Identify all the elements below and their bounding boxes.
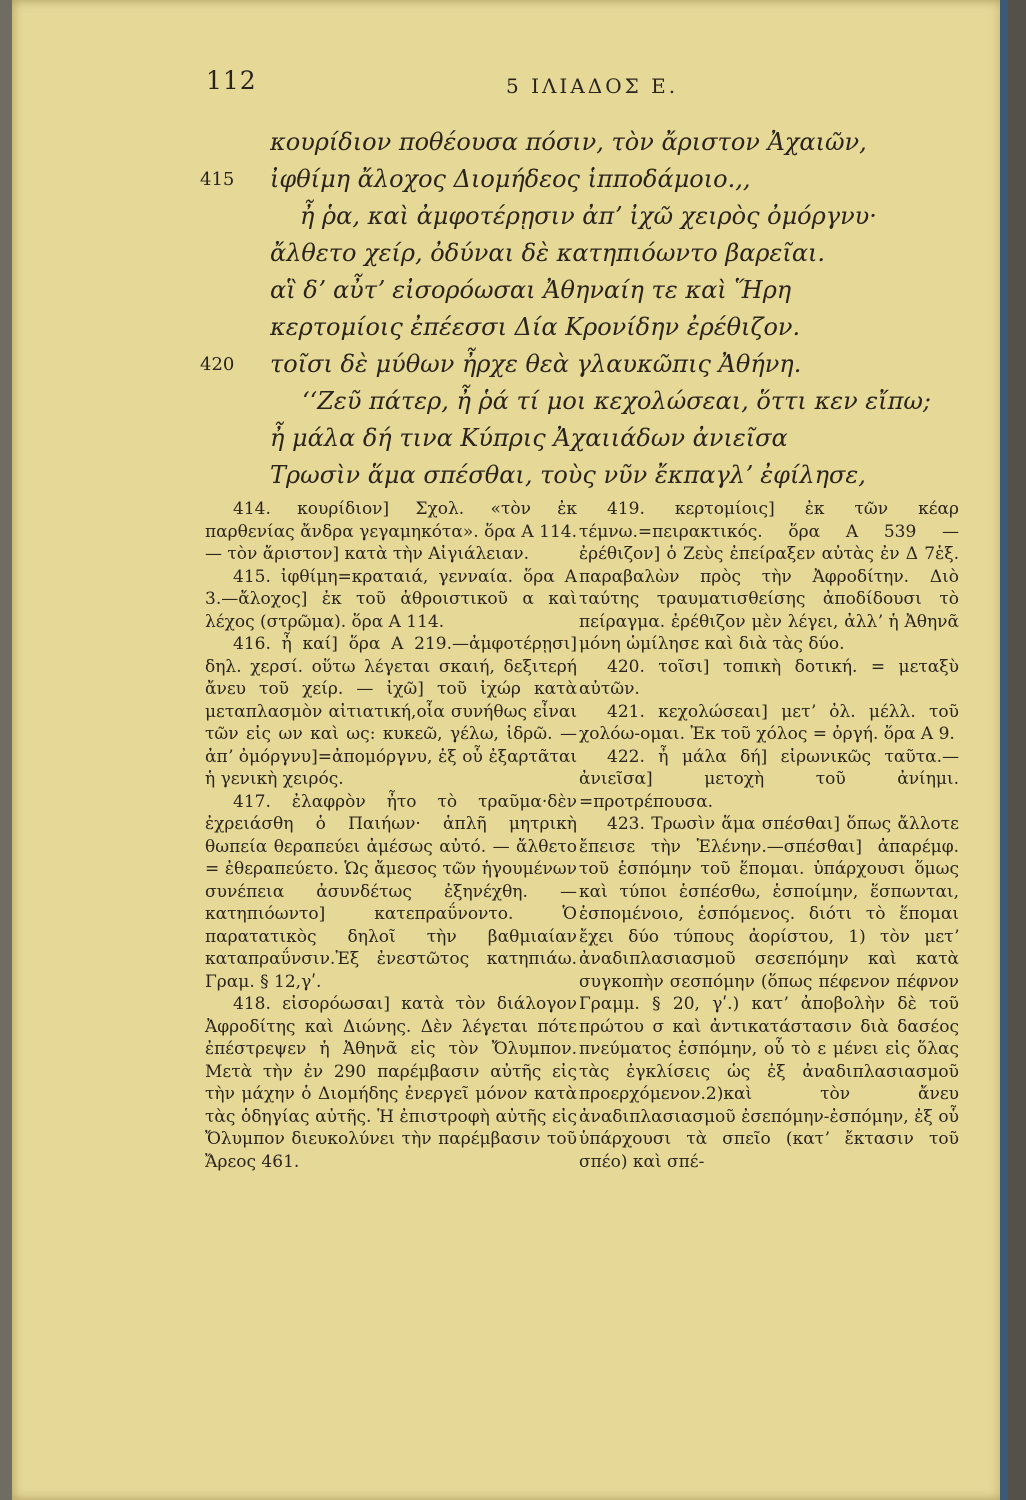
commentary-note: 416. ἦ καί] ὅρα Α 219.—ἀμφοτέρῃσι] δηλ. χερσί. οὕτω λέγεται σκαιή, δεξιτερή ἄνευ τοῦ χείρ. — ἰχῶ] τοῦ ἰχώρ κατὰ μεταπλασμὸν αἰτιατική,οἷα συνήθως εἶναι τῶν εἰς ων καὶ ως: κυκεῶ, γέλω, ἱδρῶ. — ἀπʼ ὀμόργνυ]=ἀπομόργνυ, ἐξ οὗ ἐξαρτᾶται ἡ γενικὴ χειρός. bbox=[205, 634, 577, 789]
commentary-note: 417. ἐλαφρὸν ἦτο τὸ τραῦμα·δὲν ἐχρειάσθη ὁ Παιήων· ἁπλῆ μητρικὴ θωπεία θεραπεύει ἀμέσως αὐτό. — ἄλθετο = ἐθεραπεύετο. Ὡς ἄμεσος τῶν ἡγουμένων συνέπεια ἀσυνδέτως ἐξηνέχθη. —κατηπιόωντο] κατεπραΰνοντο. Ὁ παρατατικὸς δηλοῖ τὴν βαθμιαίαν καταπραΰνσιν.Ἐξ ἐνεστῶτος κατηπιάω. Γραμ. § 12,γʹ. bbox=[205, 791, 577, 992]
verse-line bbox=[12, 165, 1006, 202]
verse-line bbox=[12, 202, 1006, 239]
verse-text: Τρωσὶν ἅμα σπέσθαι, τοὺς νῦν ἔκπαγλʼ ἐφίλησε, bbox=[270, 461, 866, 489]
running-head bbox=[12, 66, 1006, 106]
verse-text: ‘‘Ζεῦ πάτερ, ἦ ῥά τί μοι κεχολώσεαι, ὅττι κεν εἴπω; bbox=[302, 387, 932, 415]
commentary-note: 421. κεχολώσεαι] μετʼ ὀλ. μέλλ. τοῦ χολόω-ομαι. Ἐκ τοῦ χόλος = ὀργή. ὅρα Α 9. bbox=[579, 701, 959, 744]
commentary-note: 420. τοῖσι] τοπικὴ δοτική. = μεταξὺ αὐτῶν. bbox=[579, 656, 959, 699]
verse-line bbox=[12, 239, 1006, 276]
commentary-right-column bbox=[579, 498, 959, 1173]
commentary-note: 414. κουρίδιον] Σχολ. «τὸν ἐκ παρθενίας ἄνδρα γεγαμηκότα». ὅρα Α 114. — τὸν ἄριστον] κατὰ τὴν Αἰγιάλειαν. bbox=[205, 499, 577, 564]
verse-text: ἰφθίμη ἄλοχος Διομήδεος ἱπποδάμοιο.,, bbox=[270, 165, 751, 193]
book-binding-edge bbox=[1000, 0, 1008, 1500]
verse-line bbox=[12, 387, 1006, 424]
verse-line bbox=[12, 461, 1006, 498]
commentary-note: 415. ἰφθίμη=κραταιά, γενναία. ὅρα Α 3.—ἄλοχος] ἐκ τοῦ ἀθροιστικοῦ α καὶ λέχος (στρῶμα). ὅρα Α 114. bbox=[205, 566, 577, 632]
verse-text: ἦ μάλα δή τινα Κύπρις Ἀχαιιάδων ἀνιεῖσα bbox=[270, 424, 788, 452]
commentary-left-column bbox=[205, 498, 577, 1173]
verse-line bbox=[12, 424, 1006, 461]
verse-text: αἳ δʼ αὖτʼ εἰσορόωσαι Ἀθηναίη τε καὶ Ἥρη bbox=[270, 276, 792, 304]
page-gutter-shadow bbox=[1008, 0, 1026, 1500]
commentary-note: 419. κερτομίοις] ἐκ τῶν κέαρ τέμνω.=πειρακτικός. ὅρα Α 539 — ἐρέθιζον] ὁ Ζεὺς ἐπείραξεν αὐτὰς ἐν Δ 7ἑξ. παραβαλὼν πρὸς τὴν Ἀφροδίτην. Διὸ ταύτης τραυματισθείσης ἀποδίδουσι τὸ πείραγμα. ἐρέθιζον μὲν λέγει, ἀλλʼ ἡ Ἀθηνᾶ μόνη ὡμίλησε καὶ διὰ τὰς δύο. bbox=[579, 499, 959, 654]
verse-text: κερτομίοις ἐπέεσσι Δία Κρονίδην ἐρέθιζον. bbox=[270, 313, 801, 341]
header-title: 5 ΙΛΙΑΔΟΣ Ε. bbox=[506, 74, 679, 98]
verse-number: 420 bbox=[200, 354, 235, 375]
commentary-note: 418. εἰσορόωσαι] κατὰ τὸν διάλογον Ἀφροδίτης καὶ Διώνης. Δὲν λέγεται πότε ἐπέστρεψεν ἡ Ἀθηνᾶ εἰς τὸν Ὄλυμπον. Μετὰ τὴν ἐν 290 παρέμβασιν αὐτῆς εἰς τὴν μάχην ὁ Διομήδης ἐνεργεῖ μόνον κατὰ τὰς ὁδηγίας αὐτῆς. Ἡ ἐπιστροφὴ αὐτῆς εἰς Ὄλυμπον διευκολύνει τὴν παρέμβασιν τοῦ Ἄρεος 461. bbox=[205, 994, 577, 1172]
verse-number: 415 bbox=[200, 169, 235, 190]
book-page bbox=[12, 0, 1006, 1500]
verse-line bbox=[12, 313, 1006, 350]
verse-text: ἦ ῥα, καὶ ἀμφοτέρῃσιν ἀπʼ ἰχῶ χειρὸς ὀμόργνυ· bbox=[300, 202, 877, 230]
verse-block bbox=[12, 128, 1006, 498]
verse-text: ἄλθετο χείρ, ὀδύναι δὲ κατηπιόωντο βαρεῖαι. bbox=[270, 239, 826, 267]
verse-text: κουρίδιον ποθέουσα πόσιν, τὸν ἄριστον Ἀχαιῶν, bbox=[270, 128, 867, 156]
commentary-note: 423. Τρωσὶν ἅμα σπέσθαι] ὅπως ἄλλοτε ἔπεισε τὴν Ἑλένην.—σπέσθαι] ἀπαρέμφ. τοῦ ἑσπόμην τοῦ ἕπομαι. ὑπάρχουσι ὅμως καὶ τύποι ἑσπέσθω, ἑσποίμην, ἕσπωνται, ἑσπομένοιο, ἑσπόμενος. διότι τὸ ἕπομαι ἔχει δύο τύπους ἀορίστου, 1) τὸν μετʼ ἀναδιπλασιασμοῦ σεσεπόμην καὶ κατὰ συγκοπὴν σεσπόμην (ὅπως πέφενον πέφνον Γραμμ. § 20, γʹ.) κατʼ ἀποβολὴν δὲ τοῦ πρώτου σ καὶ ἀντικατάστασιν διὰ δασέος πνεύματος ἑσπόμην, οὗ τὸ ε μένει εἰς ὅλας τὰς ἐγκλίσεις ὡς ἐξ ἀναδιπλασιασμοῦ προερχόμενον.2)καὶ τὸν ἄνευ ἀναδιπλασιασμοῦ ἐσεπόμην-ἐσπόμην, ἐξ οὗ ὑπάρχουσι τὰ σπεῖο (κατʼ ἔκτασιν τοῦ σπέο) καὶ σπέ- bbox=[579, 814, 959, 1172]
commentary-note: 422. ἦ μάλα δή] εἰρωνικῶς ταῦτα.—ἀνιεῖσα] μετοχὴ τοῦ ἀνίημι. =προτρέπουσα. bbox=[579, 746, 959, 812]
verse-text: τοῖσι δὲ μύθων ἦρχε θεὰ γλαυκῶπις Ἀθήνη. bbox=[270, 350, 802, 378]
page-number: 112 bbox=[206, 66, 257, 95]
verse-line bbox=[12, 276, 1006, 313]
verse-line bbox=[12, 350, 1006, 387]
verse-line bbox=[12, 128, 1006, 165]
